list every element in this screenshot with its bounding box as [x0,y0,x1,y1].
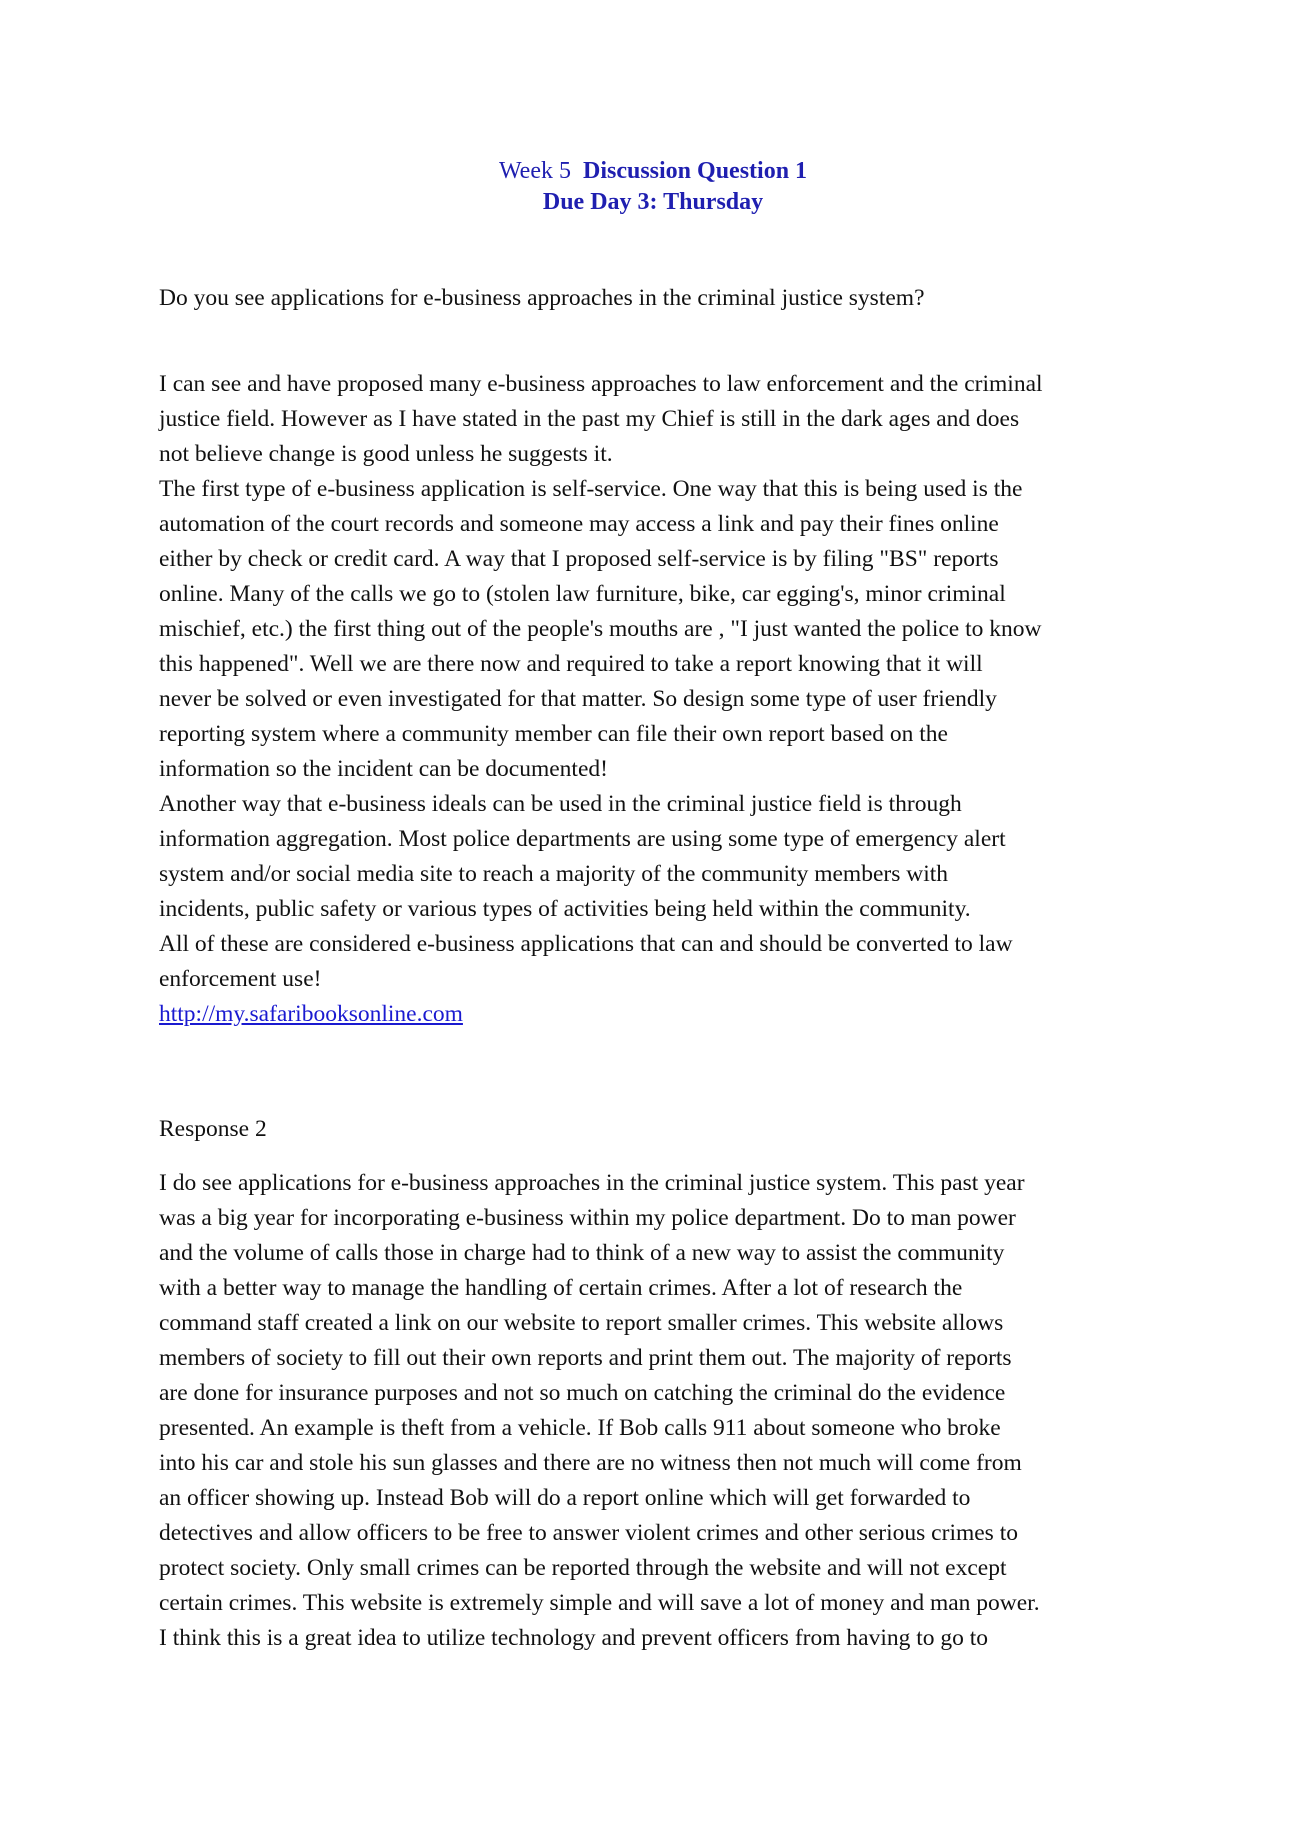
paragraph-line: not believe change is good unless he suggests it. [159,441,613,467]
assignment-header [0,156,1306,218]
paragraph-line: this happened". Well we are there now and required to take a report knowing that it will [159,651,983,677]
paragraph-line: detectives and allow officers to be free to answer violent crimes and other serious crimes to [159,1520,1018,1546]
paragraph-line: enforcement use! [159,966,322,992]
discussion-title: Discussion Question 1 [582,158,808,184]
paragraph-line: incidents, public safety or various types of activities being held within the community. [159,896,971,922]
paragraph-line: reporting system where a community member can file their own report based on the [159,721,948,747]
paragraph-line: never be solved or even investigated for that matter. So design some type of user friendly [159,686,997,712]
paragraph-line: All of these are considered e-business applications that can and should be converted to law [159,931,1013,957]
paragraph-line: with a better way to manage the handling of certain crimes. After a lot of research the [159,1275,963,1301]
paragraph-line: system and/or social media site to reach a majority of the community members with [159,861,949,887]
source-link[interactable]: http://my.safaribooksonline.com [159,1001,463,1027]
paragraph-line: certain crimes. This website is extremely simple and will save a lot of money and man power. [159,1590,1040,1616]
question-text: Do you see applications for e-business approaches in the criminal justice system? [159,285,925,311]
week-label: Week 5 [498,158,571,184]
answer-2 [159,1166,1159,1656]
header-title-line [0,156,1306,187]
paragraph-line: I can see and have proposed many e-business approaches to law enforcement and the criminal [159,371,1043,397]
response-heading [159,1112,1159,1147]
paragraph-line: I think this is a great idea to utilize technology and prevent officers from having to go to [159,1625,989,1651]
paragraph-line: command staff created a link on our website to report smaller crimes. This website allows [159,1310,1004,1336]
paragraph-line: automation of the court records and someone may access a link and pay their fines online [159,511,999,537]
discussion-question [159,281,1159,316]
paragraph-line: presented. An example is theft from a vehicle. If Bob calls 911 about someone who broke [159,1415,1001,1441]
paragraph-line: Another way that e-business ideals can be used in the criminal justice field is through [159,791,962,817]
paragraph-line: and the volume of calls those in charge had to think of a new way to assist the community [159,1240,1005,1266]
paragraph-line: either by check or credit card. A way that I proposed self-service is by filing "BS" reports [159,546,999,572]
paragraph-line: information so the incident can be documented! [159,756,608,782]
paragraph-line: online. Many of the calls we go to (stolen law furniture, bike, car egging's, minor criminal [159,581,1006,607]
paragraph-line: mischief, etc.) the first thing out of the people's mouths are , "I just wanted the police to know [159,616,1042,642]
paragraph-line: members of society to fill out their own reports and print them out. The majority of reports [159,1345,1012,1371]
paragraph-line: are done for insurance purposes and not so much on catching the criminal do the evidence [159,1380,1006,1406]
paragraph-line: The first type of e-business application is self-service. One way that this is being used is the [159,476,1023,502]
paragraph-line: information aggregation. Most police departments are using some type of emergency alert [159,826,1006,852]
paragraph-line: into his car and stole his sun glasses and there are no witness then not much will come from [159,1450,1022,1476]
paragraph-line: was a big year for incorporating e-business within my police department. Do to man power [159,1205,1016,1231]
paragraph-line: justice field. However as I have stated in the past my Chief is still in the dark ages and does [159,406,1020,432]
paragraph-line: protect society. Only small crimes can be reported through the website and will not except [159,1555,1007,1581]
answer-1 [159,367,1159,1032]
due-date: Due Day 3: Thursday [542,189,764,215]
response-heading-text: Response 2 [159,1116,267,1142]
paragraph-line: I do see applications for e-business approaches in the criminal justice system. This past year [159,1170,1025,1196]
paragraph-line: an officer showing up. Instead Bob will do a report online which will get forwarded to [159,1485,971,1511]
source-link-line [159,997,1159,1032]
